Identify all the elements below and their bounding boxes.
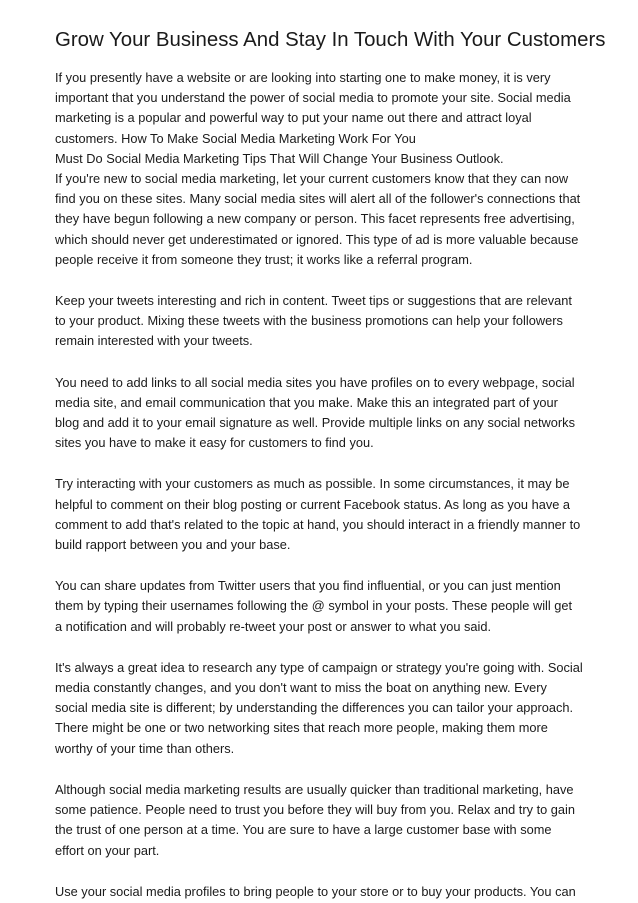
paragraph-line: build rapport between you and your base. — [55, 537, 291, 553]
paragraph-line: There might be one or two networking sites that reach more people, making them more — [55, 720, 548, 736]
paragraph-line: a notification and will probably re-tweet your post or answer to what you said. — [55, 618, 492, 634]
paragraph-line: important that you understand the power of social media to promote your site. Social media — [55, 90, 571, 106]
paragraph-line: Must Do Social Media Marketing Tips That Will Change Your Business Outlook. — [55, 150, 504, 166]
body-paragraph — [55, 780, 615, 861]
paragraph-line: If you presently have a website or are looking into starting one to make money, it is very — [55, 70, 551, 85]
paragraph-line: media constantly changes, and you don't want to miss the boat on anything new. Every — [55, 680, 547, 696]
paragraph-line: media site, and email communication that you make. Make this an integrated part of your — [55, 394, 558, 410]
paragraph-line: comment to add that's related to the topic at hand, you should interact in a friendly manner to — [55, 516, 581, 532]
paragraph-line: which should never get underestimated or ignored. This type of ad is more valuable because — [55, 231, 579, 247]
paragraph-line: they have begun following a new company or person. This facet represents free advertising, — [55, 211, 575, 227]
paragraph-line: them by typing their usernames following the @ symbol in your posts. These people will get — [55, 598, 573, 614]
body-paragraph — [55, 291, 615, 352]
paragraph-line: You need to add links to all social media sites you have profiles on to every webpage, social — [55, 374, 575, 390]
paragraph-line: sites you have to make it easy for customers to find you. — [55, 435, 374, 451]
paragraph-line: effort on your part. — [55, 842, 160, 858]
body-paragraph — [55, 474, 615, 555]
paragraph-line: It's always a great idea to research any type of campaign or strategy you're going with. Social — [55, 659, 583, 675]
paragraph-line: worthy of your time than others. — [55, 740, 235, 756]
document-body — [55, 68, 615, 903]
paragraph-line: Try interacting with your customers as much as possible. In some circumstances, it may be — [55, 476, 570, 492]
body-paragraph — [55, 68, 615, 270]
paragraph-line: Keep your tweets interesting and rich in content. Tweet tips or suggestions that are relevant — [55, 293, 572, 309]
paragraph-line: some patience. People need to trust you before they will buy from you. Relax and try to gain — [55, 802, 575, 818]
paragraph-line: Use your social media profiles to bring people to your store or to buy your products. You can — [55, 883, 576, 899]
body-paragraph — [55, 882, 615, 902]
paragraph-line: find you on these sites. Many social media sites will alert all of the follower's connections that — [55, 191, 581, 207]
body-paragraph — [55, 576, 615, 637]
paragraph-line: people receive it from someone they trust; it works like a referral program. — [55, 251, 473, 267]
paragraph-line: If you're new to social media marketing, let your current customers know that they can now — [55, 171, 569, 187]
paragraph-line: marketing is a popular and powerful way to put your name out there and attract loyal — [55, 110, 532, 126]
body-paragraph — [55, 373, 615, 454]
paragraph-line: to your product. Mixing these tweets with the business promotions can help your followers — [55, 313, 563, 329]
body-paragraph — [55, 658, 615, 759]
paragraph-line: blog and add it to your email signature as well. Provide multiple links on any social networks — [55, 415, 575, 431]
paragraph-line: remain interested with your tweets. — [55, 333, 253, 349]
paragraph-line: the trust of one person at a time. You are sure to have a large customer base with some — [55, 822, 552, 838]
paragraph-line: Although social media marketing results are usually quicker than traditional marketing, have — [55, 781, 574, 797]
paragraph-line: social media site is different; by understanding the differences you can tailor your approach. — [55, 700, 574, 716]
paragraph-line: customers. How To Make Social Media Marketing Work For You — [55, 130, 416, 146]
paragraph-line: helpful to comment on their blog posting or current Facebook status. As long as you have a — [55, 496, 571, 512]
paragraph-line: You can share updates from Twitter users that you find influential, or you can just mention — [55, 578, 561, 594]
document-title: Grow Your Business And Stay In Touch With Your Customers — [55, 29, 606, 51]
